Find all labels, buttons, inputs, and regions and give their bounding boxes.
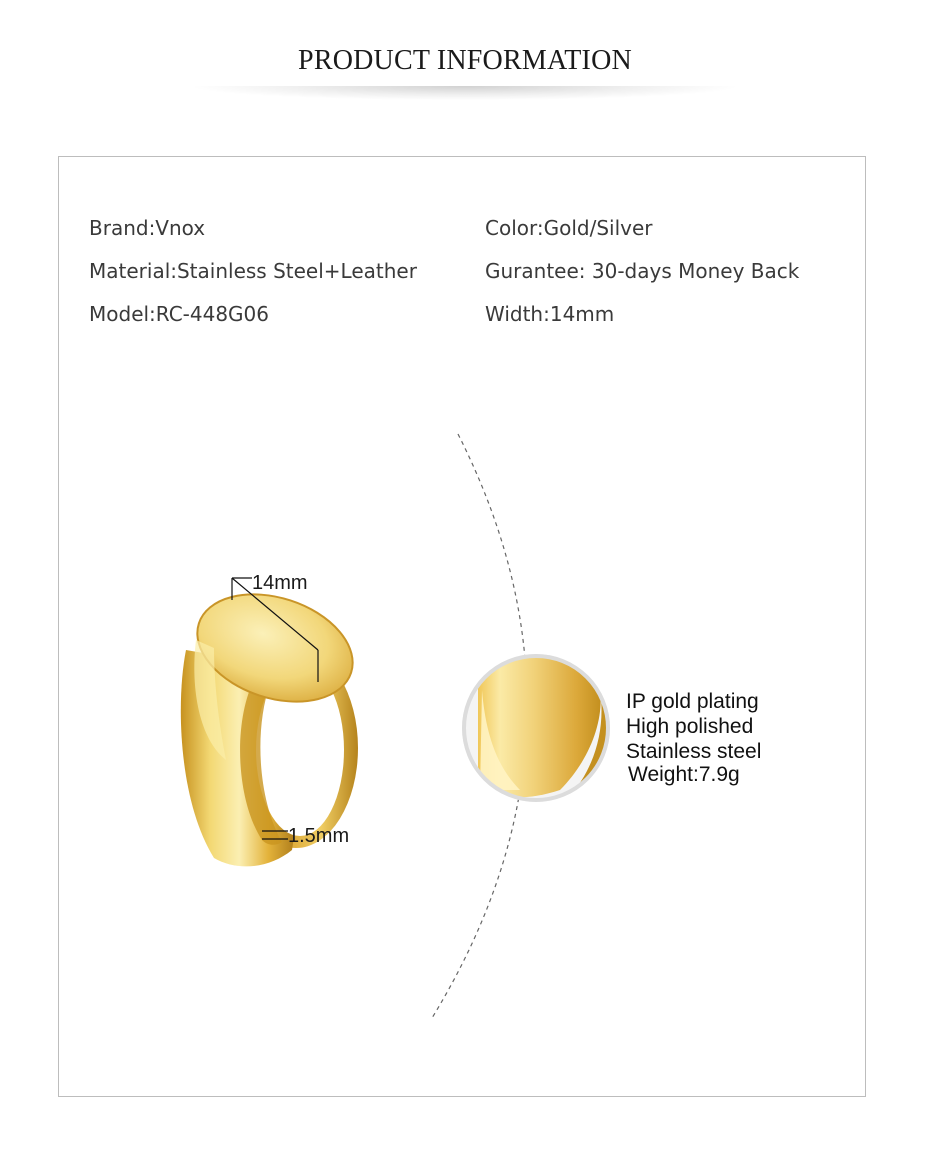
feature-high-polished: High polished — [626, 715, 754, 738]
feature-weight: Weight:7.9g — [628, 763, 740, 786]
spec-color: Color:Gold/Silver — [485, 216, 653, 240]
dimension-band-thickness-label: 1.5mm — [288, 825, 350, 847]
feature-stainless-steel: Stainless steel — [626, 740, 762, 763]
dimension-top-width-label: 14mm — [252, 572, 308, 594]
page-title: PRODUCT INFORMATION — [298, 45, 632, 76]
spec-width: Width:14mm — [485, 302, 615, 326]
spec-brand: Brand:Vnox — [89, 216, 206, 240]
spec-guarantee: Gurantee: 30-days Money Back — [485, 259, 800, 283]
spec-model: Model:RC-448G06 — [89, 302, 269, 326]
zoom-detail-circle — [462, 650, 612, 804]
spec-material: Material:Stainless Steel+Leather — [89, 259, 417, 283]
feature-ip-gold-plating: IP gold plating — [626, 690, 759, 713]
gold-signet-ring — [181, 576, 367, 867]
